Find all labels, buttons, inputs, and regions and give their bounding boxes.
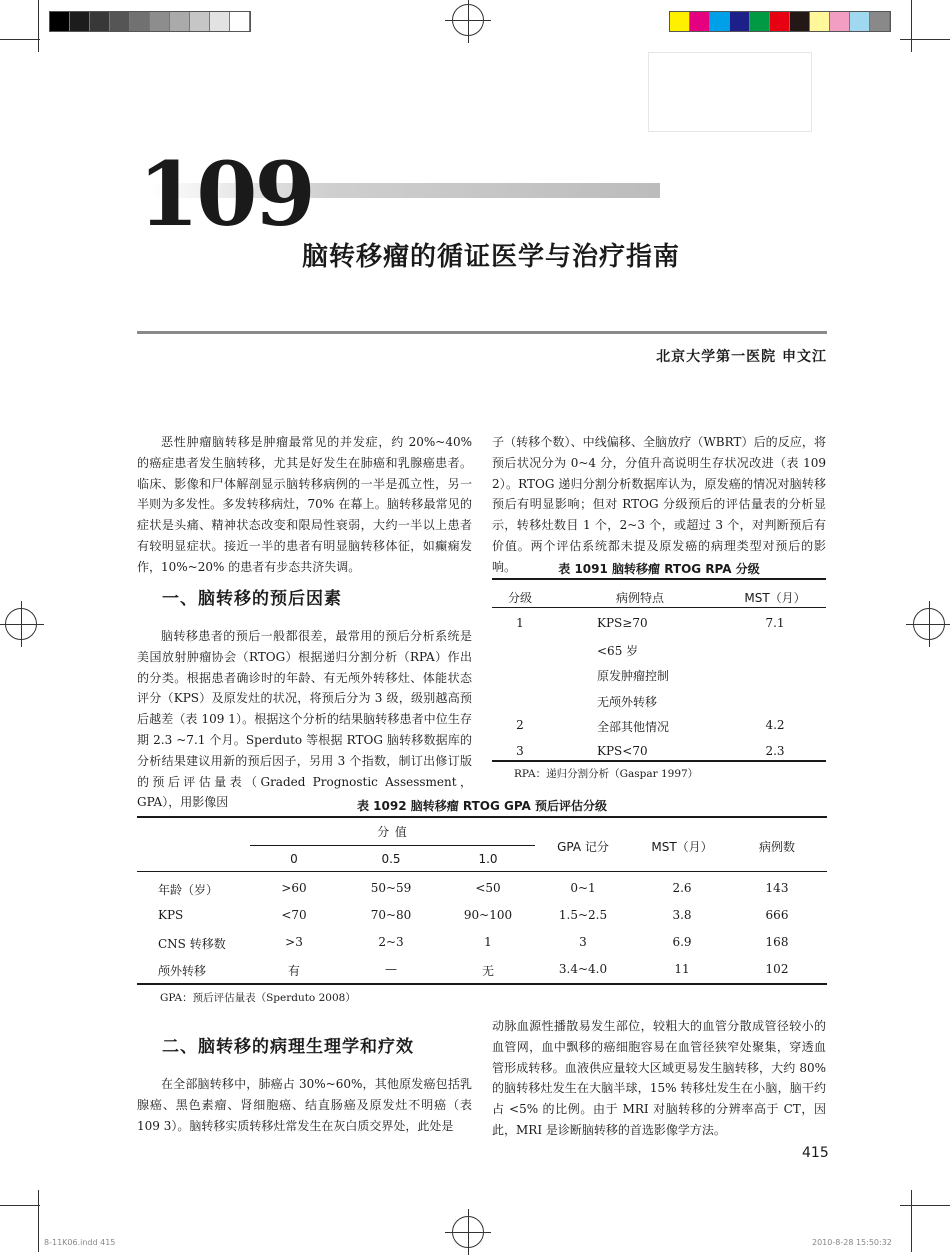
crop-mark: [911, 0, 912, 52]
table-cell: 1: [516, 616, 524, 630]
color-swatch: [210, 12, 230, 31]
table-rule: [492, 760, 826, 762]
crop-mark: [0, 39, 40, 40]
table-header-cell: 1.0: [478, 852, 498, 866]
table-header-cell: 病例特点: [615, 591, 664, 605]
color-swatch: [110, 12, 130, 31]
body-paragraph: 在全部脑转移中，肺癌占 30%~60%，其他原发癌包括乳腺癌、黑色素瘤、肾细胞癌、结直肠癌及原发灶不明癌（表 109 3）。脑转移实质转移灶常发生在灰白质交界处，此处是: [137, 1077, 472, 1133]
print-slug: 8-11K06.indd 415: [44, 1238, 116, 1247]
color-swatch: [750, 12, 770, 31]
table-cell: 2~3: [378, 935, 404, 949]
body-paragraph: 子（转移个数）、中线偏移、全脑放疗（WBRT）后的反应，将预后状况分为 0~4 分，分值升高说明生存状况改进（表 109 2）。RTOG 递归分割分析数据库认为，原发癌的情况对脑转移预后有明显影响；但对 RTOG 分级预后的评估量表的分析显示，转移灶数目 1 个，2~3 个，或超过 3 个，对判断预后有价值。两个评估系统都未提及原发癌的病理类型对预后的影响。: [492, 435, 826, 574]
color-swatch: [770, 12, 790, 31]
table-cell: 年龄（岁）: [158, 883, 219, 897]
color-swatch: [830, 12, 850, 31]
table-cell: <65 岁: [597, 643, 639, 658]
crop-mark: [900, 39, 950, 40]
table-cell: 70~80: [370, 908, 412, 922]
table-cell: 168: [765, 935, 789, 949]
color-swatch: [130, 12, 150, 31]
table-cell: 90~100: [463, 908, 513, 922]
table-cell: 2.3: [765, 743, 785, 758]
table-cell: KPS: [158, 908, 184, 922]
author-line: 北京大学第一医院 申文江: [656, 349, 827, 365]
crop-mark: [0, 1205, 40, 1206]
table-cell: >3: [285, 935, 303, 949]
table-rule: [137, 816, 827, 818]
table-cell: —: [385, 962, 397, 976]
table-cell: <70: [281, 908, 307, 922]
table-cell: 11: [674, 962, 690, 976]
table-header-cell: 分级: [507, 591, 532, 605]
body-paragraph: 脑转移患者的预后一般都很差，最常用的预后分析系统是美国放射肿瘤协会（RTOG）根据递归分割分析（RPA）作出的分类。根据患者确诊时的年龄、有无颅外转移灶、体能状态评分（KPS）及原发灶的状况，将预后分为 3 级，级别越高预后越差（表 109 1）。根据这个分析的结果脑转移患者中位生存期 2.3 ~7.1 个月。Sperduto 等根据 RTOG 脑转移数据库的分析结果建议用新的预后因子，另用 3 个指数，制订出修订版的预后评估量表（Graded Prognostic Assessment，GPA），用影像因: [137, 629, 472, 810]
table-cell: 全部其他情况: [597, 720, 670, 734]
color-swatch: [70, 12, 90, 31]
color-swatch: [50, 12, 70, 31]
body-paragraph: 恶性肿瘤脑转移是肿瘤最常见的并发症，约 20%~40% 的癌症患者发生脑转移，尤其是好发生在肺癌和乳腺癌患者。临床、影像和尸体解剖显示脑转移病例的一半是孤立性，另一半则为多发性。多发转移病灶，70% 在幕上。脑转移最常见的症状是头痛、精神状态改变和限局性衰弱，大约一半以上患者有较明显症状。接近一半的患者有明显脑转移体征，如癫痫发作，10%~20% 的患者有步态共济失调。: [137, 435, 472, 574]
table-cell: 6.9: [672, 935, 692, 949]
table-cell: 666: [765, 908, 789, 922]
color-swatch: [710, 12, 730, 31]
table-cell: 0~1: [570, 881, 596, 895]
print-slug: 2010-8-28 15:50:32: [812, 1238, 892, 1247]
table-header-cell: 0.5: [381, 852, 401, 866]
table-cell: 7.1: [765, 616, 785, 630]
color-swatch: [230, 12, 250, 31]
registration-mark-icon: [452, 1216, 484, 1248]
table-cell: 1: [484, 935, 492, 949]
color-swatch: [810, 12, 830, 31]
registration-mark-icon: [452, 4, 484, 36]
table-header-cell: GPA 记分: [557, 840, 609, 854]
body-paragraph: 动脉血源性播散易发生部位，较粗大的血管分散成管径较小的血管网，血中飘移的癌细胞容易在血管径狭窄处聚集，穿透血管形成转移。血液供应量较大区域更易发生脑转移，大约 80% 的脑转移灶发生在大脑半球，15% 转移灶发生在小脑，脑干约占 <5% 的比例。由于 MRI 对脑转移的分辨率高于 CT，因此，MRI 是诊断脑转移的首选影像学方法。: [492, 1019, 826, 1137]
table-cell: 3: [579, 935, 587, 949]
crop-mark: [900, 1205, 950, 1206]
table-cell: 颅外转移: [158, 964, 207, 978]
gray-swatch-strip: [49, 11, 251, 32]
table-cell: 2: [516, 718, 524, 732]
crop-mark: [38, 1190, 39, 1252]
table-cell: 3.4~4.0: [558, 962, 608, 976]
table-header-cell: MST（月）: [651, 840, 713, 854]
section-heading: 一、脑转移的预后因素: [162, 589, 342, 609]
color-swatch: [670, 12, 690, 31]
table-cell: CNS 转移数: [158, 937, 226, 951]
table-cell: <50: [475, 881, 501, 895]
section-heading: 二、脑转移的病理生理学和疗效: [162, 1037, 414, 1057]
chapter-number: 109: [138, 142, 313, 246]
table-rule: [250, 845, 535, 846]
table-header-cell: 病例数: [758, 840, 795, 854]
table-caption: 表 1091 脑转移瘤 RTOG RPA 分级: [558, 562, 760, 576]
registration-mark-icon: [5, 608, 37, 640]
table-cell: 4.2: [765, 718, 785, 732]
table-cell: KPS≥70: [597, 616, 648, 630]
table-cell: KPS<70: [597, 743, 648, 758]
table-header-cell: MST（月）: [744, 591, 806, 605]
table-cell: 2.6: [672, 881, 692, 895]
chapter-title: 脑转移瘤的循证医学与治疗指南: [302, 242, 681, 272]
table-rule: [137, 871, 827, 872]
page-number: 415: [802, 1145, 829, 1161]
color-swatch: [190, 12, 210, 31]
table-cell: 3.8: [672, 908, 692, 922]
table-group-header: 分 值: [377, 825, 408, 839]
table-rule: [137, 983, 827, 985]
table-cell: 无: [481, 964, 494, 978]
color-swatch: [850, 12, 870, 31]
table-cell: 有: [287, 964, 300, 978]
color-swatch: [790, 12, 810, 31]
table-cell: 3: [516, 743, 524, 758]
table-cell: 143: [765, 881, 789, 895]
blank-frame: [648, 52, 812, 132]
table-note: RPA：递归分割分析（Gaspar 1997）: [514, 768, 699, 780]
color-swatch: [150, 12, 170, 31]
table-header-cell: 0: [290, 852, 298, 866]
table-rule: [492, 607, 826, 608]
color-swatch: [730, 12, 750, 31]
header-divider: [137, 331, 827, 334]
table-rule: [492, 578, 826, 580]
registration-mark-icon: [913, 608, 945, 640]
table-cell: 原发肿瘤控制: [597, 669, 670, 683]
table-note: GPA：预后评估量表（Sperduto 2008）: [160, 992, 356, 1004]
crop-mark: [911, 1190, 912, 1252]
color-swatch: [870, 12, 890, 31]
color-swatch: [90, 12, 110, 31]
color-swatch: [170, 12, 190, 31]
table-caption: 表 1092 脑转移瘤 RTOG GPA 预后评估分级: [356, 799, 608, 813]
table-cell: >60: [281, 881, 307, 895]
table-cell: 1.5~2.5: [558, 908, 608, 922]
table-cell: 102: [765, 962, 789, 976]
color-swatch: [690, 12, 710, 31]
color-swatch-strip: [669, 11, 891, 32]
table-cell: 无颅外转移: [597, 694, 658, 709]
table-cell: 50~59: [370, 881, 412, 895]
crop-mark: [38, 0, 39, 52]
